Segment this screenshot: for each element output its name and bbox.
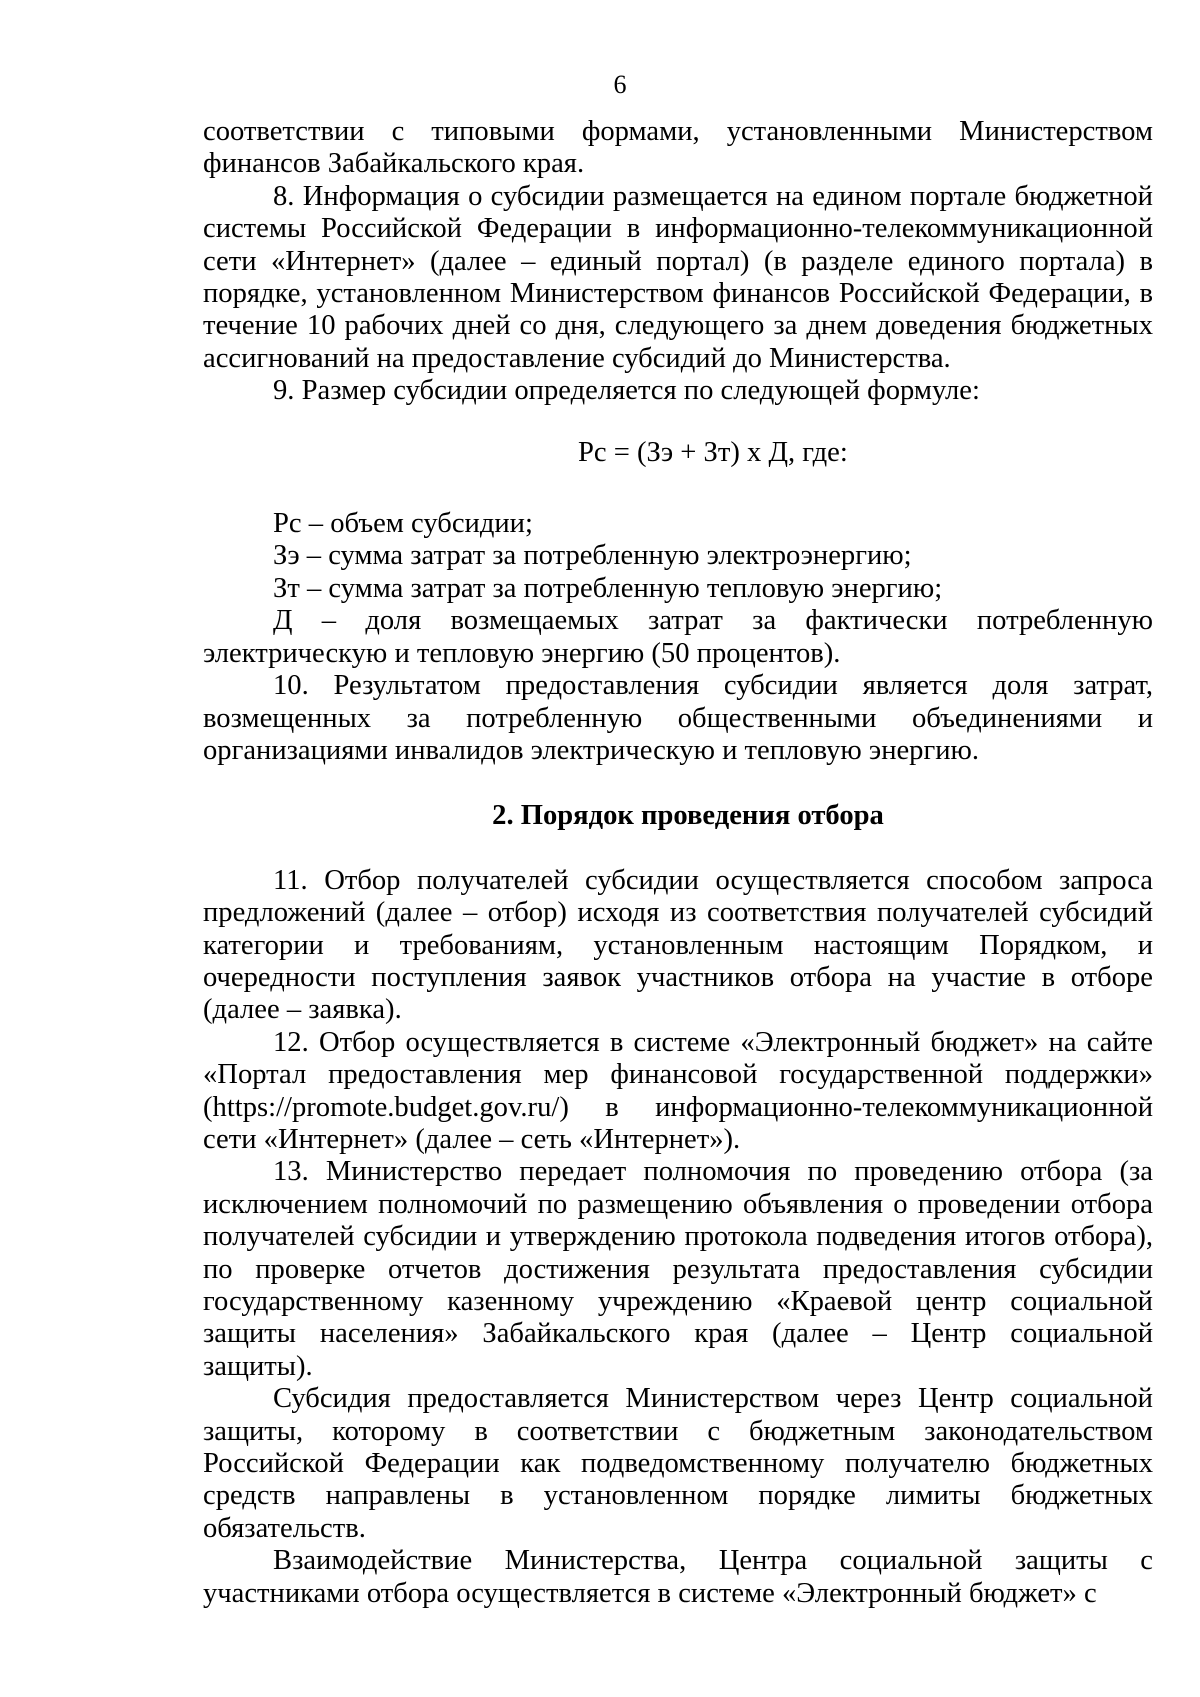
document-body bbox=[203, 116, 1153, 1610]
section-heading: 2. Порядок проведения отбора bbox=[492, 800, 884, 832]
definition-rs: Рс – объем субсидии; bbox=[273, 508, 533, 540]
paragraph-11: 11. Отбор получателей субсидии осуществляется способом запроса предложений (далее – отбор) исходя из соответствия получателей субсидий категории и требованиям, установленным настоящим Порядком, и очередности поступления заявок участников отбора на участие в отборе (далее – заявка). bbox=[203, 864, 1153, 1026]
definition-ze: Зэ – сумма затрат за потребленную электроэнергию; bbox=[273, 540, 912, 572]
paragraph-continuation: соответствии с типовыми формами, установленными Министерством финансов Забайкальского края. bbox=[203, 116, 1153, 180]
page-number: 6 bbox=[613, 70, 627, 99]
paragraph-13: 13. Министерство передает полномочия по проведению отбора (за исключением полномочий по размещению объявления о проведении отбора получателей субсидии и утверждению протокола подведения итогов отбора), по проверке отчетов достижения результата предоставления субсидии государственному казенному учреждению «Краевой центр социальной защиты населения» Забайкальского края (далее – Центр социальной защиты). bbox=[203, 1156, 1153, 1382]
definition-zt: Зт – сумма затрат за потребленную тепловую энергию; bbox=[273, 572, 943, 604]
paragraph-13-subsidy: Субсидия предоставляется Министерством через Центр социальной защиты, которому в соответствии с бюджетным законодательством Российской Федерации как подведомственному получателю бюджетных средств направлены в установленном порядке лимиты бюджетных обязательств. bbox=[203, 1383, 1153, 1544]
paragraph-9: 9. Размер субсидии определяется по следующей формуле: bbox=[273, 375, 980, 407]
paragraph-12: 12. Отбор осуществляется в системе «Электронный бюджет» на сайте «Портал предоставления мер финансовой государственной поддержки» (https://promote.budget.gov.ru/) в информационно-телекоммуникационной сети «Интернет» (далее – сеть «Интернет»). bbox=[203, 1026, 1153, 1155]
definition-d: Д – доля возмещаемых затрат за фактически потребленную электрическую и тепловую энергию (50 процентов). bbox=[203, 605, 1153, 669]
paragraph-8: 8. Информация о субсидии размещается на едином портале бюджетной системы Российской Федерации в информационно-телекоммуникационной сети «Интернет» (далее – единый портал) (в разделе единого портала) в порядке, установленном Министерством финансов Российской Федерации, в течение 10 рабочих дней со дня, следующего за днем доведения бюджетных ассигнований на предоставление субсидий до Министерства. bbox=[203, 180, 1153, 374]
subsidy-formula: Рс = (Зэ + Зт) х Д, где: bbox=[578, 436, 848, 468]
paragraph-13-interaction: Взаимодействие Министерства, Центра социальной защиты с участниками отбора осуществляется в системе «Электронный бюджет» с bbox=[203, 1545, 1153, 1609]
paragraph-10: 10. Результатом предоставления субсидии является доля затрат, возмещенных за потребленную общественными объединениями и организациями инвалидов электрическую и тепловую энергию. bbox=[203, 670, 1153, 766]
